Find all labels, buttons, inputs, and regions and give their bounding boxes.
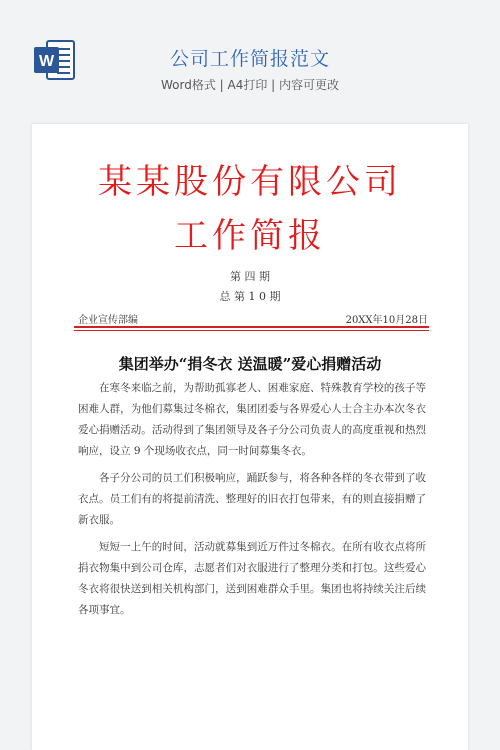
article-paragraph: 短短一上午的时间，活动就募集到近万件过冬棉衣。在所有收衣点将所捐衣物集中到公司仓库，志愿者们对衣服进行了整理分类和打包。这些爱心冬衣将很快送到相关机构部门，送到困难群众手里。集团也将持续关注后续各项事宜。 — [78, 541, 426, 616]
company-name: 某某股份有限公司 — [98, 162, 402, 202]
page-title: 公司工作简报范文 — [169, 48, 330, 70]
article-body — [78, 378, 426, 627]
total-issue-number: 总 第 1 0 期 — [219, 290, 281, 303]
department-label: 企业宣传部编 — [78, 315, 138, 326]
page-header — [0, 0, 500, 112]
page-subtitle: Word格式 | A4打印 | 内容可更改 — [160, 78, 340, 92]
red-divider-thin — [74, 330, 429, 331]
issue-number: 第 四 期 — [230, 270, 270, 283]
article-headline: 集团举办“捐冬衣 送温暖”爱心捐赠活动 — [118, 355, 382, 373]
document-page — [32, 124, 468, 750]
word-icon-letter: W — [38, 53, 55, 70]
article-paragraph: 各子分公司的员工们积极响应，踊跃参与，将各种各样的冬衣带到了收衣点。员工们有的将提前清洗、整理好的旧衣打包带来，有的则直接捐赠了新衣服。 — [78, 472, 426, 526]
bulletin-title: 工作简报 — [174, 216, 326, 256]
article-paragraph: 在寒冬来临之前，为帮助孤寡老人、困难家庭、特殊教育学校的孩子等困难人群，为他们募集过冬棉衣，集团团委与各界爱心人士合主办本次冬衣爱心捐赠活动。活动得到了集团领导及各子分公司负责人的高度重视和热烈响应，设立 9 个现场收衣点，同一时间募集冬衣。 — [78, 382, 426, 457]
red-divider-thick — [74, 326, 429, 328]
publish-date: 20XX年10月28日 — [345, 315, 428, 326]
